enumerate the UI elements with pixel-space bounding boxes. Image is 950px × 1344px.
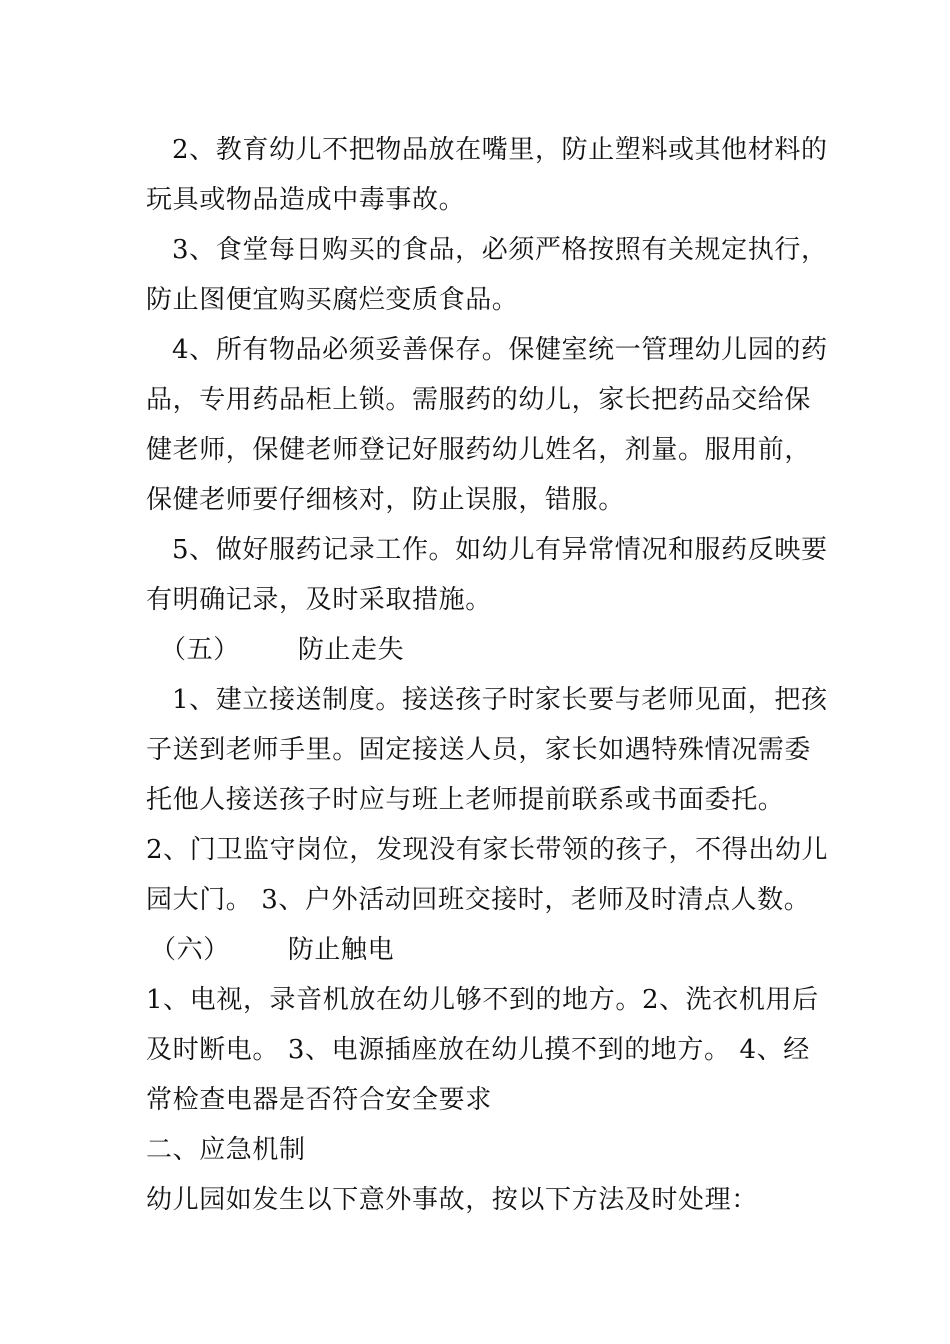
section-title: 防止触电 [287, 935, 395, 965]
paragraph-line: 2、门卫监守岗位，发现没有家长带领的孩子，不得出幼儿 [146, 835, 829, 865]
paragraph-line: 防止图便宜购买腐烂变质食品。 [146, 285, 519, 315]
section-number: （六） [150, 935, 230, 965]
paragraph-line: 及时断电。 3、电源插座放在幼儿摸不到的地方。 4、经 [146, 1035, 810, 1065]
paragraph-line: 1、建立接送制度。接送孩子时家长要与老师见面，把孩 [172, 685, 828, 715]
paragraph-line: 2、教育幼儿不把物品放在嘴里，防止塑料或其他材料的 [172, 135, 828, 165]
section-heading-6 [150, 932, 830, 968]
paragraph-line: 子送到老师手里。固定接送人员，家长如遇特殊情况需委 [146, 735, 812, 765]
section-heading: 二、应急机制 [146, 1135, 306, 1165]
paragraph-line: 托他人接送孩子时应与班上老师提前联系或书面委托。 [146, 785, 785, 815]
paragraph-line: 1、电视，录音机放在幼儿够不到的地方。2、洗衣机用后 [146, 985, 819, 1015]
section-number: （五） [160, 635, 240, 665]
section-heading-5 [160, 632, 840, 668]
section-title: 防止走失 [297, 635, 405, 665]
paragraph-line: 5、做好服药记录工作。如幼儿有异常情况和服药反映要 [172, 535, 828, 565]
paragraph-line: 3、食堂每日购买的食品，必须严格按照有关规定执行， [172, 235, 828, 265]
paragraph-line: 品，专用药品柜上锁。需服药的幼儿，家长把药品交给保 [146, 385, 812, 415]
paragraph-line: 玩具或物品造成中毒事故。 [146, 185, 466, 215]
paragraph-line: 幼儿园如发生以下意外事故，按以下方法及时处理： [146, 1185, 758, 1215]
paragraph-line: 4、所有物品必须妥善保存。保健室统一管理幼儿园的药 [172, 335, 828, 365]
paragraph-line: 有明确记录，及时采取措施。 [146, 585, 492, 615]
paragraph-line: 园大门。 3、户外活动回班交接时，老师及时清点人数。 [146, 885, 811, 915]
paragraph-line: 保健老师要仔细核对，防止误服，错服。 [146, 485, 625, 515]
paragraph-line: 健老师，保健老师登记好服药幼儿姓名，剂量。服用前， [146, 435, 812, 465]
paragraph-line: 常检查电器是否符合安全要求 [146, 1085, 492, 1115]
